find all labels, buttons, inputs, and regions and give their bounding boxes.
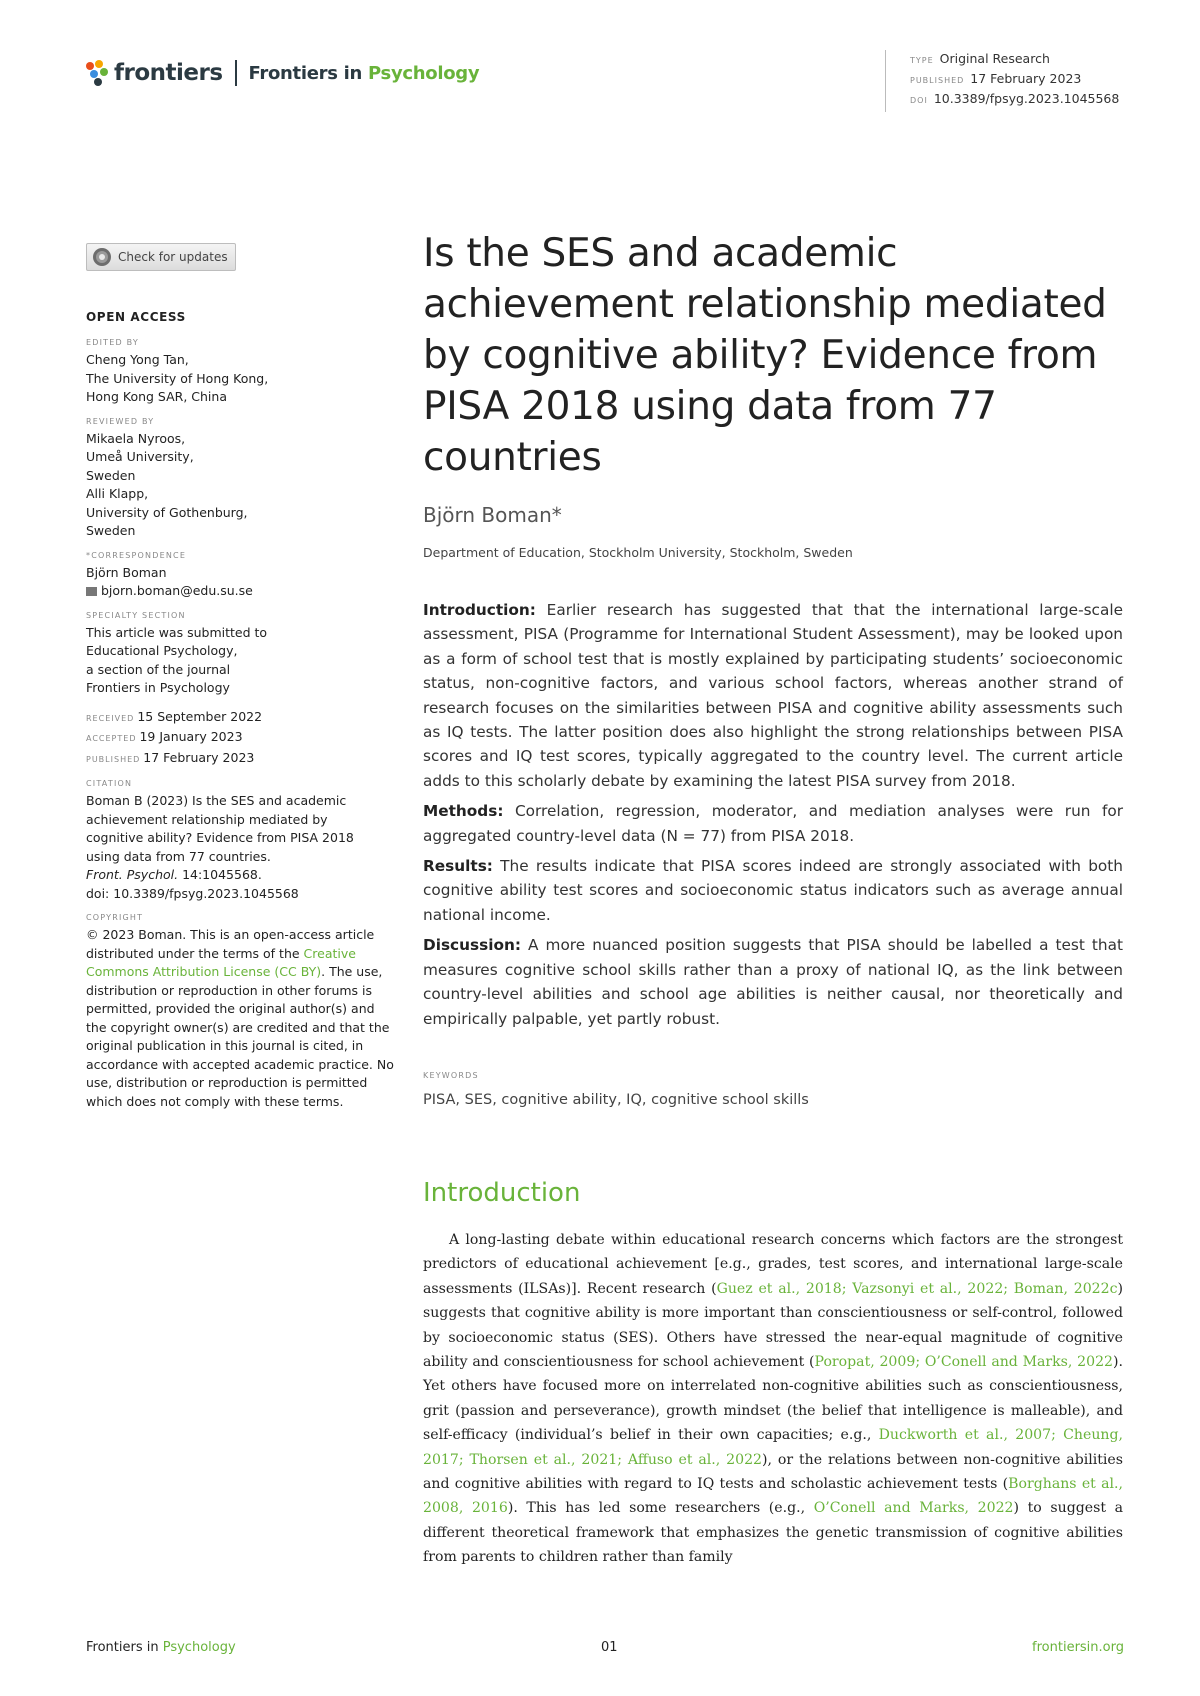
citation-line: achievement relationship mediated by [86,811,328,827]
editor-location: Hong Kong SAR, China [86,389,227,404]
footer-site-link[interactable]: frontiersin.org [1032,1640,1124,1655]
article-author[interactable]: Björn Boman* [423,503,562,527]
correspondence [86,551,396,601]
cc-by-license-link[interactable]: Creative Commons Attribution License (CC BY) [86,945,356,979]
abstract-text: The results indicate that PISA scores indeed are strongly associated with both cognitive ability test scores and socioeconomic status indicators such as average annual national income. [423,857,1123,924]
citation-label: CITATION [86,779,133,788]
copyright-pre: © 2023 Boman. This is an open-access article distributed under the terms of the [86,927,375,961]
page-number: 01 [601,1640,618,1655]
reviewer-location: Sweden [86,467,136,483]
citation-value [86,792,396,903]
journal-prefix: Frontiers in [248,62,362,84]
meta-published [910,70,1119,90]
citation-line: Boman B (2023) Is the SES and academic [86,793,347,808]
keywords-label: KEYWORDS [423,1070,479,1080]
edited-by-label: EDITED BY [86,338,139,347]
logo-wordmark: frontiers [114,60,223,86]
citation-link[interactable]: O’Conell and Marks, 2022 [813,1500,1014,1517]
specialty-value [86,624,396,698]
abstract-discussion [423,933,1123,1031]
abstract-heading: Discussion: [423,936,521,955]
article-dates [86,708,396,770]
correspondence-value [86,564,396,601]
abstract [423,598,1123,1031]
citation-doi[interactable]: doi: 10.3389/fpsyg.2023.1045568 [86,885,299,901]
citation [86,779,396,903]
reviewer-location: Sweden [86,523,136,538]
footer-journal-prefix: Frontiers in [86,1640,159,1655]
specialty-line: Educational Psychology, [86,643,238,658]
keywords: PISA, SES, cognitive ability, IQ, cognitive school skills [423,1091,809,1108]
reviewed-by-label: REVIEWED BY [86,416,155,426]
accepted-value: 19 January 2023 [139,729,243,744]
specialty-section [86,611,396,698]
correspondence-email-row[interactable] [86,582,396,601]
reviewed-by [86,417,396,541]
body-text: ), or the relations between non-cognitive abilities and cognitive abilities with regard to IQ tests and scholastic achievement tests ( [423,1451,1123,1492]
article-meta [885,50,1119,112]
reviewed-by-value [86,430,396,541]
body-text: ) to suggest a different theoretical framework that emphasizes the genetic transmission of cognitive abilities from parents to children rather than family [423,1500,1124,1566]
correspondence-name: Björn Boman [86,564,167,580]
abstract-methods [423,799,1123,848]
section-heading-introduction: Introduction [423,1177,581,1208]
received-label: RECEIVED [86,713,135,723]
journal-name [249,63,480,84]
meta-type-label: TYPE [910,56,934,65]
body-text: ) suggests that cognitive ability is more important than conscientiousness or self-control, followed by socioeconomic status (SES). Others have stressed the near-equal magnitude of cognitive ability and conscientiousness for school achievement ( [423,1280,1123,1370]
footer-journal-name: Psychology [162,1640,236,1655]
email-icon [86,587,97,596]
published-value: 17 February 2023 [143,749,255,765]
author-affiliation: Department of Education, Stockholm University, Stockholm, Sweden [423,545,853,560]
reviewer-name: Alli Klapp, [86,486,149,501]
citation-line: using data from 77 countries. [86,848,271,864]
abstract-text: Correlation, regression, moderator, and mediation analyses were run for aggregated country-level data (N = 77) from PISA 2018. [423,802,1123,845]
citation-volume: 14:1045568. [178,867,262,882]
meta-doi-label: DOI [910,96,928,105]
introduction-paragraph [423,1228,1123,1570]
frontiers-logo-icon [86,60,110,86]
citation-link[interactable]: Duckworth et al., 2007; Cheung, 2017; Thorsen et al., 2021; Affuso et al., 2022 [423,1427,1123,1468]
body-text: ). Yet others have focused more on interrelated non-cognitive abilities such as conscientiousness, grit (passion and perseverance), growth mindset (the belief that intelligence is malleable), and self-efficacy (individual’s belief in their own capacities; e.g., [423,1353,1123,1444]
open-access-label: OPEN ACCESS [86,310,186,324]
received-date [86,708,396,729]
reviewer-affiliation: Umeå University, [86,449,194,464]
edited-by-value [86,351,396,407]
article-main [423,228,1123,1570]
accepted-label: ACCEPTED [86,734,137,743]
abstract-heading: Methods: [423,802,504,821]
check-for-updates-label: Check for updates [118,250,228,264]
body-text: ). This has led some researchers (e.g., [507,1500,814,1517]
editor-name: Cheng Yong Tan, [86,352,189,367]
specialty-line: Frontiers in Psychology [86,680,230,695]
citation-link[interactable]: Guez et al., 2018; Vazsonyi et al., 2022; Boman, 2022c [716,1280,1118,1297]
copyright-label: COPYRIGHT [86,913,144,922]
citation-link[interactable]: Poropat, 2009; O’Conell and Marks, 2022 [814,1353,1114,1370]
meta-type [910,50,1119,70]
citation-line: cognitive ability? Evidence from PISA 2018 [86,830,354,845]
specialty-line: This article was submitted to [86,624,268,640]
footer-journal [86,1640,236,1655]
crossmark-icon [93,248,111,266]
reviewer-affiliation: University of Gothenburg, [86,504,248,520]
edited-by [86,338,396,407]
correspondence-email[interactable]: bjorn.boman@edu.su.se [101,583,253,598]
received-value: 15 September 2022 [137,708,263,724]
journal-title: Psychology [367,62,480,84]
citation-journal: Front. Psychol. [86,867,179,882]
published-label: PUBLISHED [86,754,141,764]
article-sidebar [86,310,396,1121]
correspondence-label: *CORRESPONDENCE [86,550,187,560]
abstract-heading: Results: [423,857,493,876]
logo-divider [235,60,237,86]
copyright [86,913,396,1111]
meta-type-value: Original Research [939,51,1050,66]
meta-doi-value[interactable]: 10.3389/fpsyg.2023.1045568 [933,91,1120,106]
copyright-text [86,926,396,1111]
meta-published-value: 17 February 2023 [970,71,1082,86]
copyright-post: . The use, distribution or reproduction in other forums is permitted, provided the original author(s) and the copyright owner(s) are credited and that the original publication in this journal is cited, in accordance with accepted academic practice. No use, distribution or reproduction is permitted which does not comply with these terms. [86,964,394,1109]
abstract-text: A more nuanced position suggests that PISA should be labelled a test that measures cognitive school skills rather than a proxy of national IQ, as the link between country-level abilities and school age abilities is neither causal, nor theoretically and empirically palpable, yet partly robust. [423,936,1123,1028]
check-for-updates-button[interactable] [86,243,236,271]
abstract-text: Earlier research has suggested that that the international large-scale assessment, PISA (Programme for International Student Assessment), may be looked upon as a form of school test that is mostly explained by participating students’ socioeconomic status, non-cognitive factors, and various school factors, whereas another strand of research focuses on the similarities between PISA and cognitive ability assessments such as IQ tests. The latter position does also highlight the strong relationships between PISA scores and IQ test scores, typically aggregated to the country level. The current article adds to this scholarly debate by examining the latest PISA survey from 2018. [423,601,1123,790]
citation-link[interactable]: Borghans et al., 2008, 2016 [423,1475,1123,1517]
editor-affiliation: The University of Hong Kong, [86,370,269,386]
abstract-results [423,854,1123,927]
specialty-label: SPECIALTY SECTION [86,610,186,620]
body-text: A long-lasting debate within educational research concerns which factors are the strongest predictors of educational achievement [e.g., grades, test scores, and international large-scale assessments (ILSAs)]. Recent research ( [423,1231,1123,1297]
meta-doi [910,90,1119,110]
meta-published-label: PUBLISHED [910,76,965,85]
abstract-introduction [423,598,1123,793]
published-date [86,749,396,770]
frontiers-logo[interactable] [86,60,479,86]
specialty-line: a section of the journal [86,661,231,677]
accepted-date [86,728,396,749]
abstract-heading: Introduction: [423,601,536,619]
citation-journal-line [86,866,396,885]
reviewer-name: Mikaela Nyroos, [86,430,186,446]
article-title: Is the SES and academic achievement relationship mediated by cognitive ability? Evidence from PISA 2018 using data from 77 countries [423,231,1107,480]
